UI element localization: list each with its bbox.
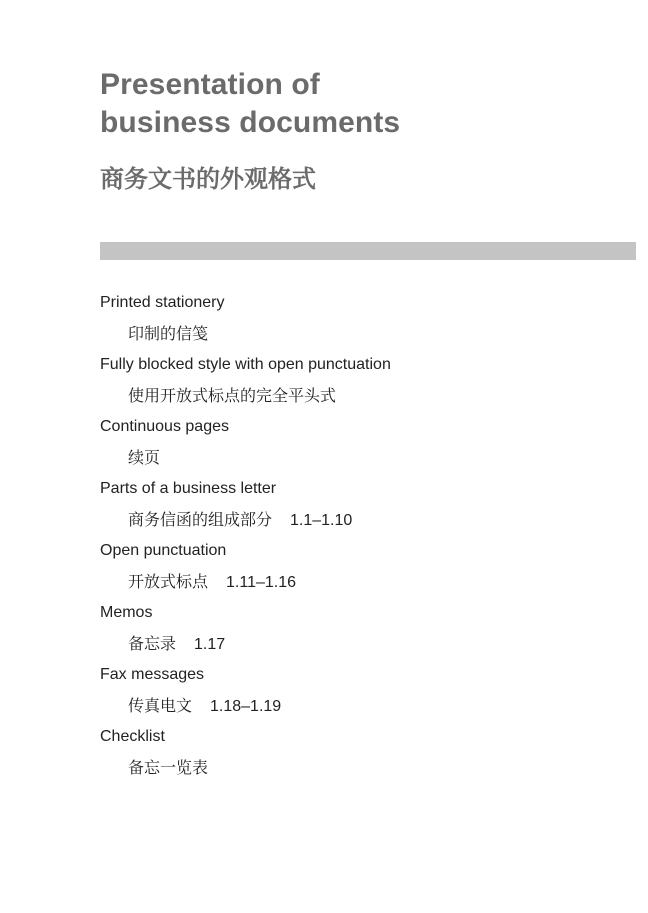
contents-item <box>100 287 391 349</box>
chapter-title <box>100 66 400 142</box>
section-reference: 1.11–1.16 <box>226 574 297 591</box>
contents-item-chinese-line <box>100 318 391 349</box>
contents-item-chinese-line <box>100 690 391 721</box>
contents-item-english: Parts of a business letter <box>100 480 277 497</box>
contents-item-chinese-line <box>100 566 391 597</box>
contents-item-chinese: 传真电文 <box>128 696 193 715</box>
contents-item-chinese: 商务信函的组成部分 <box>128 510 273 529</box>
contents-item-chinese-line <box>100 380 391 411</box>
contents-item <box>100 473 391 535</box>
contents-item-chinese-line <box>100 628 391 659</box>
contents-item-english: Fax messages <box>100 666 205 683</box>
chapter-title-line-1: Presentation of <box>100 68 320 101</box>
section-reference: 1.17 <box>194 636 226 653</box>
contents-item <box>100 659 391 721</box>
contents-item-chinese: 备忘一览表 <box>128 758 209 777</box>
contents-item <box>100 411 391 473</box>
contents-item-chinese-line <box>100 752 391 783</box>
contents-item-english: Memos <box>100 604 153 621</box>
contents-item-chinese-line <box>100 442 391 473</box>
contents-item-chinese: 使用开放式标点的完全平头式 <box>128 386 337 405</box>
contents-item-english: Checklist <box>100 728 165 745</box>
contents-item-english: Open punctuation <box>100 542 227 559</box>
section-reference: 1.1–1.10 <box>290 512 353 529</box>
section-reference: 1.18–1.19 <box>210 698 282 715</box>
contents-item-english: Printed stationery <box>100 294 225 311</box>
contents-item <box>100 721 391 783</box>
contents-item-chinese: 备忘录 <box>128 634 177 653</box>
contents-item-chinese: 开放式标点 <box>128 572 209 591</box>
contents-item-chinese-line <box>100 504 391 535</box>
contents-item <box>100 535 391 597</box>
contents-item <box>100 597 391 659</box>
chapter-subtitle-chinese: 商务文书的外观格式 <box>100 165 316 193</box>
contents-item-chinese: 印制的信笺 <box>128 324 209 343</box>
chapter-title-line-2: business documents <box>100 106 401 139</box>
contents-item <box>100 349 391 411</box>
contents-item-english: Continuous pages <box>100 418 229 435</box>
contents-item-english: Fully blocked style with open punctuation <box>100 356 391 373</box>
gray-divider-bar <box>100 242 636 260</box>
contents-list <box>100 287 391 783</box>
contents-item-chinese: 续页 <box>128 448 161 467</box>
